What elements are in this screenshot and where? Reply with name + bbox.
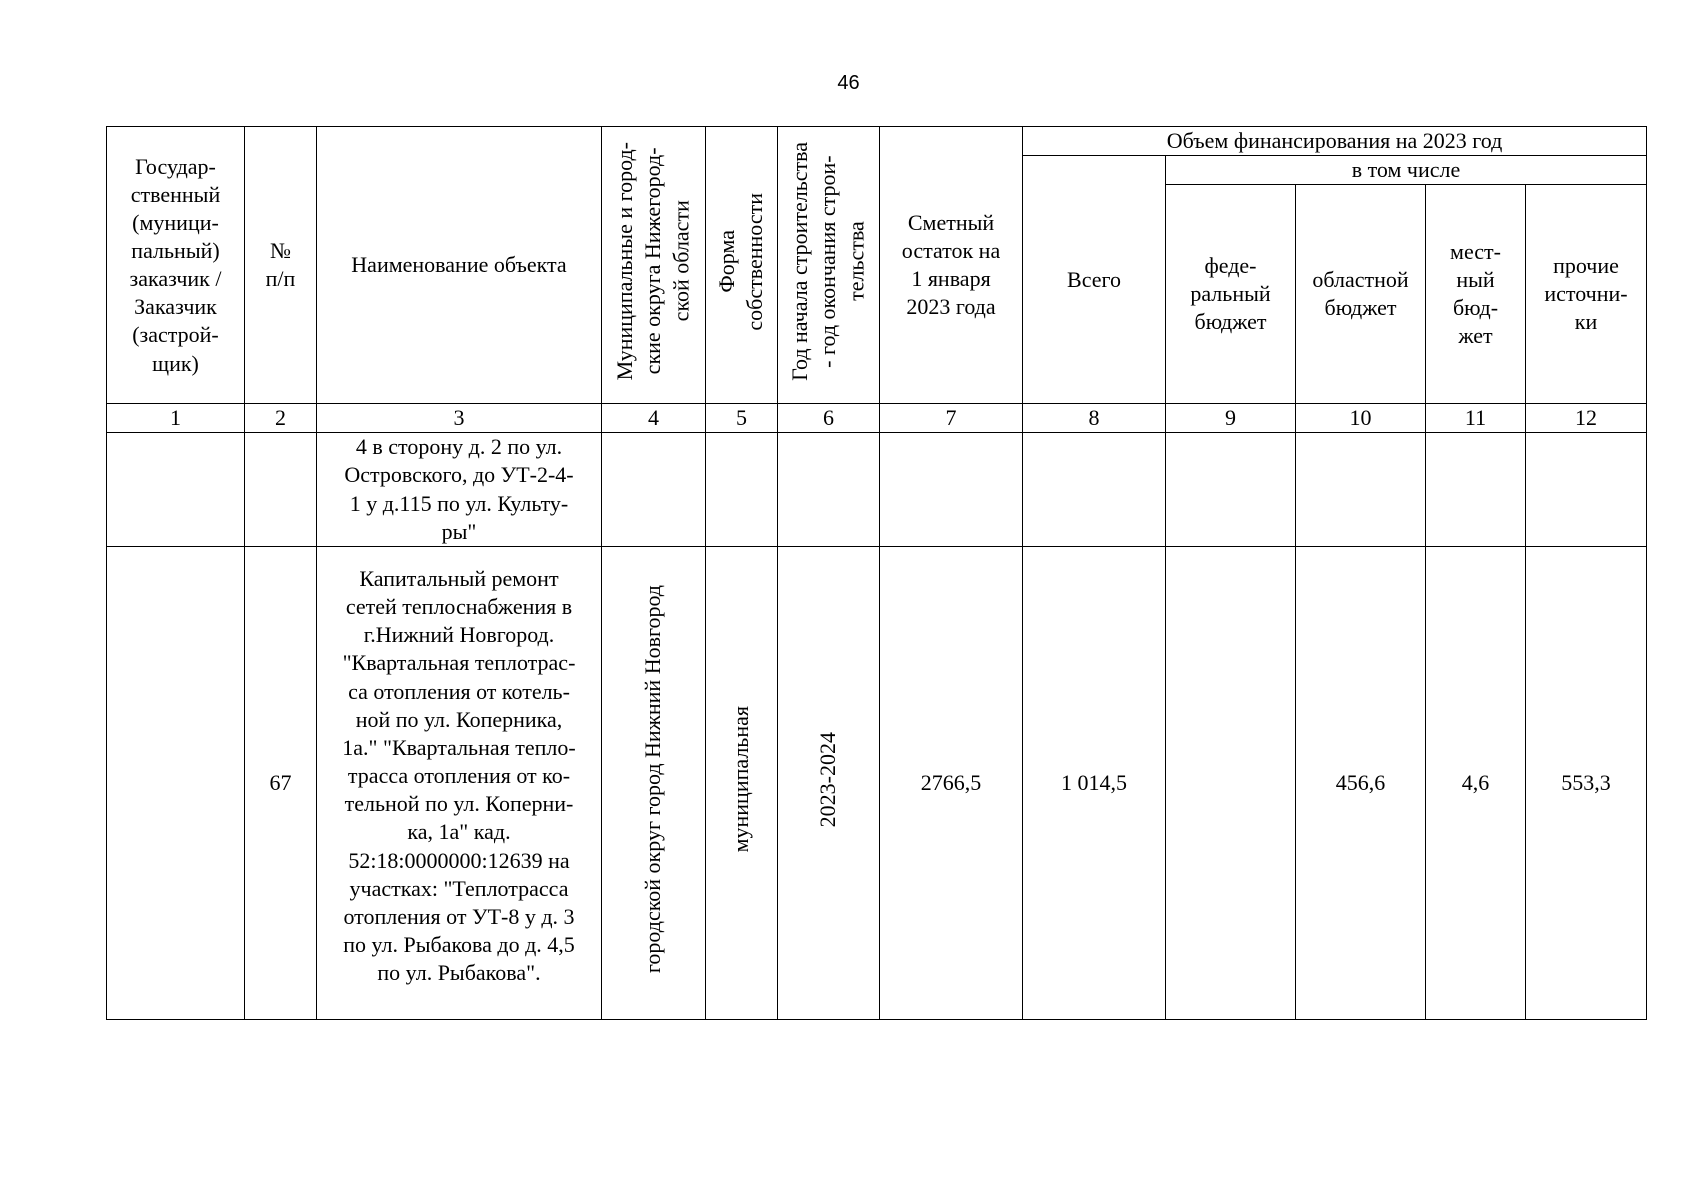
header-funding-volume: Объем финансирования на 2023 год	[1023, 127, 1647, 156]
cell-object-name: 4 в сторону д. 2 по ул. Островского, до УТ-2-4- 1 у д.115 по ул. Культу- ры"	[317, 433, 602, 547]
cell-estimate-balance: 2766,5	[880, 546, 1023, 1019]
cell-federal	[1166, 546, 1296, 1019]
header-other: прочие источни- ки	[1526, 185, 1647, 404]
column-number: 10	[1296, 404, 1426, 433]
header-number: № п/п	[245, 127, 317, 404]
column-number: 12	[1526, 404, 1647, 433]
cell-regional: 456,6	[1296, 546, 1426, 1019]
cell-years	[778, 433, 880, 547]
cell-municipality: городской округ город Нижний Новгород	[602, 546, 706, 1019]
header-estimate-balance: Сметный остаток на 1 января 2023 года	[880, 127, 1023, 404]
cell-local	[1426, 433, 1526, 547]
column-number: 8	[1023, 404, 1166, 433]
header-customer: Государ- ственный (муници- пальный) заказчик / Заказчик (застрой- щик)	[107, 127, 245, 404]
cell-other: 553,3	[1526, 546, 1647, 1019]
cell-total	[1023, 433, 1166, 547]
column-number: 9	[1166, 404, 1296, 433]
page-number: 46	[837, 72, 860, 94]
header-years: Год начала строительства - год окончания строи- тельства	[778, 127, 880, 404]
cell-other	[1526, 433, 1647, 547]
column-number: 6	[778, 404, 880, 433]
financing-table	[106, 126, 1647, 1020]
cell-total: 1 014,5	[1023, 546, 1166, 1019]
table-row	[107, 546, 1647, 1019]
column-number: 1	[107, 404, 245, 433]
header-local: мест- ный бюд- жет	[1426, 185, 1526, 404]
cell-object-name: Капитальный ремонт сетей теплоснабжения в г.Нижний Новгород. "Квартальная теплотрас- са отопления от котель- ной по ул. Коперника, 1а." "Квартальная тепло- трасса отопления от ко- тельной по ул. Коперни- ка, 1а" кад. 52:18:0000000:12639 на участках: "Теплотрасса отопления от УТ-8 у д. 3 по ул. Рыбакова до д. 4,5 по ул. Рыбакова".	[317, 546, 602, 1019]
cell-municipality	[602, 433, 706, 547]
header-regional: областной бюджет	[1296, 185, 1426, 404]
column-number: 7	[880, 404, 1023, 433]
column-number: 4	[602, 404, 706, 433]
cell-regional	[1296, 433, 1426, 547]
cell-local: 4,6	[1426, 546, 1526, 1019]
header-including: в том числе	[1166, 156, 1647, 185]
header-total: Всего	[1023, 156, 1166, 404]
column-numbers-row	[107, 404, 1647, 433]
header-municipality: Муниципальные и город- ские округа Нижегород- ской области	[602, 127, 706, 404]
column-number: 3	[317, 404, 602, 433]
table-row	[107, 433, 1647, 547]
cell-years: 2023-2024	[778, 546, 880, 1019]
header-row-top	[107, 127, 1647, 156]
cell-estimate-balance	[880, 433, 1023, 547]
column-number: 5	[706, 404, 778, 433]
header-federal: феде- ральный бюджет	[1166, 185, 1296, 404]
cell-number	[245, 433, 317, 547]
cell-federal	[1166, 433, 1296, 547]
cell-customer	[107, 546, 245, 1019]
column-number: 2	[245, 404, 317, 433]
cell-customer	[107, 433, 245, 547]
column-number: 11	[1426, 404, 1526, 433]
cell-ownership	[706, 433, 778, 547]
cell-ownership: муниципальная	[706, 546, 778, 1019]
header-object-name: Наименование объекта	[317, 127, 602, 404]
header-ownership: Форма собственности	[706, 127, 778, 404]
cell-number: 67	[245, 546, 317, 1019]
